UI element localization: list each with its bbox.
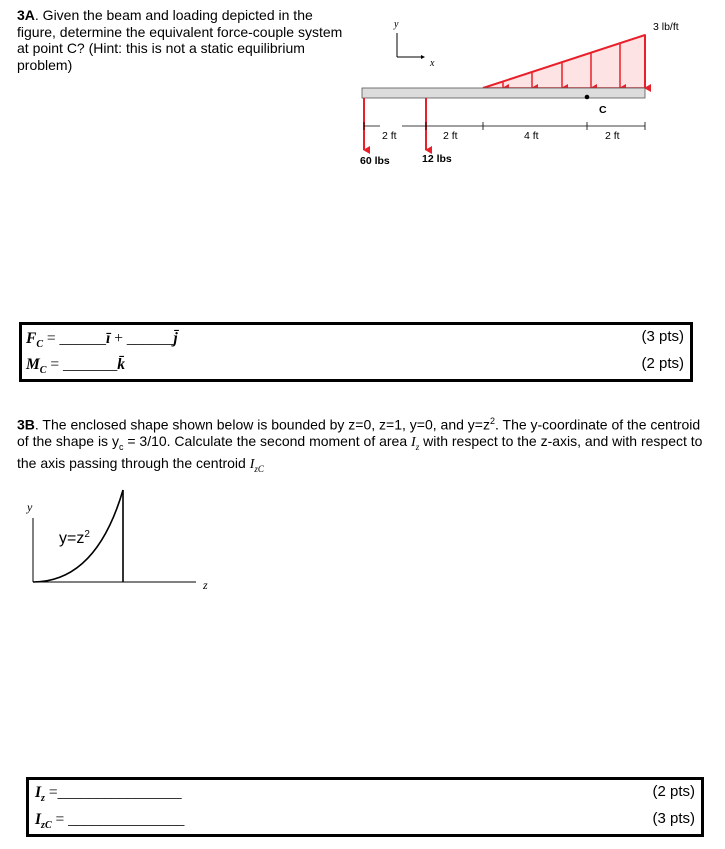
fc-blank-j[interactable]: ______ xyxy=(126,330,174,347)
points-fc: (3 pts) xyxy=(641,328,684,345)
mc-equals: = xyxy=(46,356,63,373)
fc-label: F xyxy=(26,330,37,347)
question-3a-body: . Given the beam and loading depicted in the figure, determine the equivalent force-couple system at point C? (Hint: this is not a static equilibrium problem) xyxy=(17,7,343,73)
force-60-label: 60 lbs xyxy=(360,155,390,167)
curve-label-text: y=z xyxy=(59,530,85,547)
iz-inline-sub: z xyxy=(415,441,420,452)
point-c-marker xyxy=(585,95,590,100)
beam-figure xyxy=(355,14,695,174)
fc-blank-i[interactable]: ______ xyxy=(59,330,107,347)
iz-inline-label: I xyxy=(411,435,416,451)
points-iz: (2 pts) xyxy=(652,783,695,800)
izc-blank[interactable]: _______________ xyxy=(68,811,185,828)
question-3b-sup: 2 xyxy=(489,416,495,426)
question-3a-text xyxy=(17,7,347,73)
beam xyxy=(362,88,645,98)
dim-label-1: 2 ft xyxy=(382,130,397,142)
area-z-axis-label: z xyxy=(203,578,208,592)
izc-inline-label: I xyxy=(249,457,255,473)
fc-equation xyxy=(26,328,178,356)
izc-equals: = xyxy=(51,811,69,828)
iz-equals: = xyxy=(44,784,58,801)
mc-sub: C xyxy=(39,365,47,377)
points-mc: (2 pts) xyxy=(641,355,684,372)
iz-equation xyxy=(35,782,182,810)
k-hat: k̄ xyxy=(117,356,125,373)
i-hat: ī xyxy=(106,330,111,347)
area-figure xyxy=(20,484,220,594)
question-3b-text xyxy=(17,413,707,478)
point-c-label: C xyxy=(599,104,607,116)
izc-equation xyxy=(35,809,184,837)
question-3a-number: 3A xyxy=(17,7,35,23)
fc-equals: = xyxy=(43,330,60,347)
x-axis-arrow-icon xyxy=(421,55,425,59)
izc-sub: zC xyxy=(41,820,52,832)
j-hat: j̄ xyxy=(173,330,178,347)
load-intensity-label: 3 lb/ft xyxy=(653,21,679,33)
iz-label: I xyxy=(35,784,42,801)
mc-equation xyxy=(26,354,125,382)
area-y-axis-label: y xyxy=(27,500,33,514)
dim-label-3: 4 ft xyxy=(524,130,539,142)
question-3b-part-2: . The y-coordinate of the centroid of the shape is y xyxy=(17,416,701,450)
dim-label-4: 2 ft xyxy=(605,130,620,142)
iz-sub: z xyxy=(41,793,45,805)
answer-box-3a xyxy=(19,322,693,382)
dim-label-2: 2 ft xyxy=(443,130,458,142)
curve-label xyxy=(59,529,90,547)
question-3b-sub: c xyxy=(118,441,124,452)
question-3b-part-1: . The enclosed shape shown below is bounded by z=0, z=1, y=0, and y=z xyxy=(34,416,490,433)
curve-label-sup: 2 xyxy=(84,529,90,540)
izc-inline-sub: zC xyxy=(254,464,264,475)
fc-plus: + xyxy=(110,330,127,347)
question-3b-part-4: with respect to the z-axis, and with respect to the axis passing through the centroid xyxy=(17,433,703,472)
question-3b-part-3: = 3/10. Calculate the second moment of area xyxy=(123,433,412,450)
beam-x-axis-label: x xyxy=(430,58,435,69)
question-3b-number: 3B xyxy=(17,416,35,433)
force-12-label: 12 lbs xyxy=(422,153,452,165)
mc-label: M xyxy=(26,356,40,373)
points-izc: (3 pts) xyxy=(652,810,695,827)
izc-label: I xyxy=(35,811,42,828)
fc-sub: C xyxy=(36,339,44,351)
beam-y-axis-label: y xyxy=(394,19,399,30)
answer-box-3b xyxy=(26,777,704,837)
iz-blank[interactable]: ________________ xyxy=(57,784,182,801)
mc-blank[interactable]: _______ xyxy=(62,356,118,373)
